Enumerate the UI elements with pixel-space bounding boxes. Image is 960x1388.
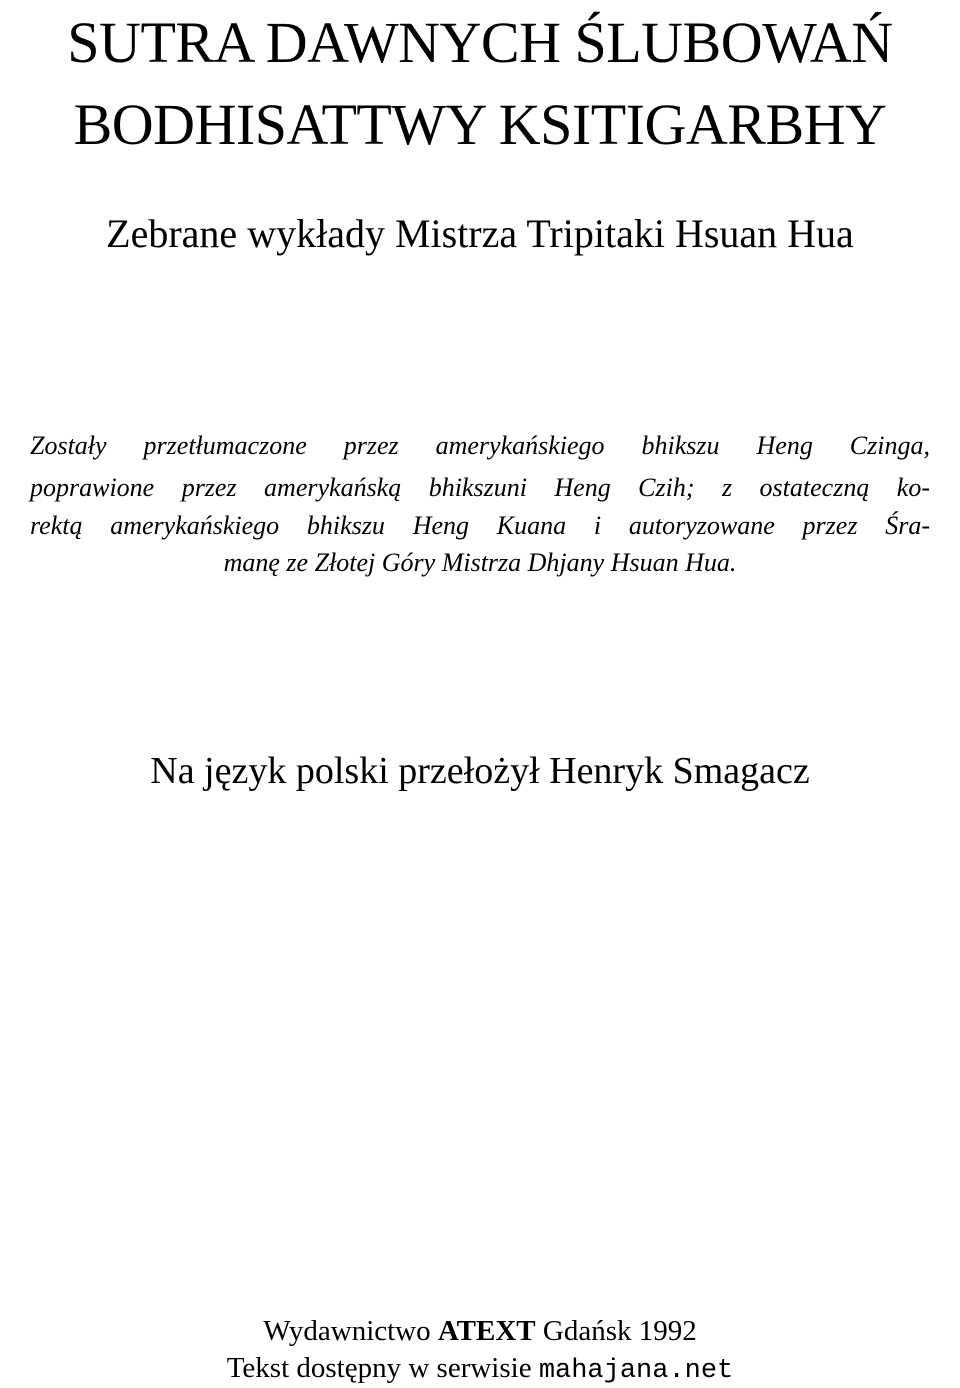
publisher-place-year: Gdańsk 1992 <box>542 1315 697 1347</box>
credits-line-4: manę ze Złotej Góry Mistrza Dhjany Hsuan Hua. <box>223 548 737 577</box>
publisher-prefix: Wydawnictwo <box>263 1315 431 1347</box>
availability-text: Tekst dostępny w serwisie <box>226 1352 532 1384</box>
credits-line-1: Zostały przetłumaczone przez amerykańskiego bhikszu Heng Czinga, <box>30 431 930 460</box>
subtitle: Zebrane wykłady Mistrza Tripitaki Hsuan Hua <box>106 211 854 256</box>
translator-credit: Na język polski przełożył Henryk Smagacz <box>150 750 810 792</box>
website-link[interactable]: mahajana.net <box>538 1356 734 1386</box>
publisher-line <box>0 1317 960 1346</box>
title-line-1: SUTRA DAWNYCH ŚLUBOWAŃ <box>67 10 893 75</box>
title-line-2: BODHISATTWY KSITIGARBHY <box>73 92 887 157</box>
publisher-name: ATEXT <box>437 1315 536 1347</box>
credits-line-2: poprawione przez amerykańską bhikszuni Heng Czih; z ostateczną ko- <box>30 473 930 502</box>
availability-line <box>0 1354 960 1385</box>
credits-line-3: rektą amerykańskiego bhikszu Heng Kuana i autoryzowane przez Śra- <box>30 511 930 540</box>
